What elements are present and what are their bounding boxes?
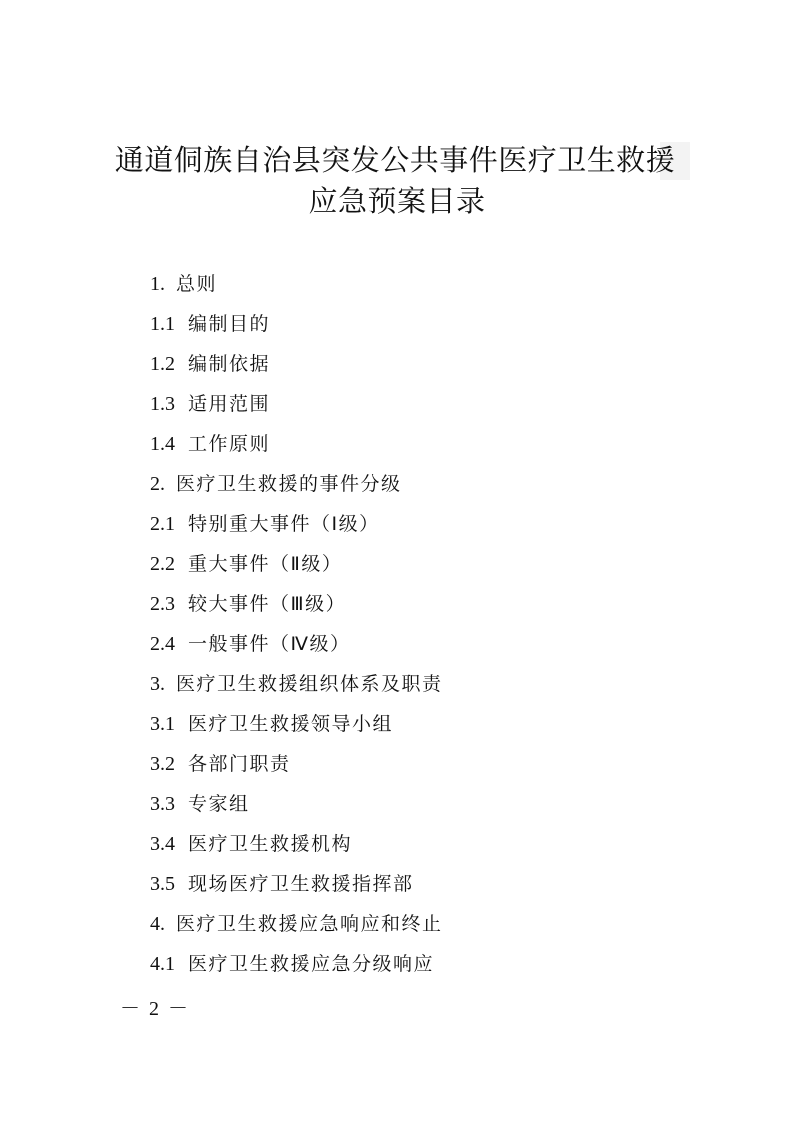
toc-entry [150,550,342,578]
page-number: － 2 － [120,998,190,1020]
toc-entry-number: 2.2 [150,553,175,575]
toc-entry-title: 编制目的 [188,313,271,335]
toc-entry-number: 2.1 [150,513,175,535]
toc-entry-title: 医疗卫生救援应急分级响应 [188,953,435,975]
toc-entry-number: 1.4 [150,433,175,455]
toc-entry-title: 医疗卫生救援机构 [188,833,353,855]
toc-entry-number: 3.4 [150,833,175,855]
toc-entry [150,590,346,618]
toc-entry-number: 1.3 [150,393,175,415]
toc-entry-number: 2.4 [150,633,175,655]
toc-entry-title: 医疗卫生救援组织体系及职责 [176,673,443,695]
document-title-line-1: 通道侗族自治县突发公共事件医疗卫生救援 [114,143,676,177]
toc-entry-number: 4.1 [150,953,175,975]
toc-entry [150,830,352,858]
toc-entry-number: 1.2 [150,353,175,375]
toc-entry-title: 专家组 [188,793,250,815]
document-title-line-2: 应急预案目录 [308,184,486,218]
toc-entry [150,510,380,538]
toc-entry-title: 总则 [176,273,218,295]
toc-entry-title: 编制依据 [188,353,271,375]
toc-entry-title: 现场医疗卫生救援指挥部 [188,873,414,895]
toc-entry-number: 3.5 [150,873,175,895]
toc-entry-number: 4. [150,913,165,935]
toc-entry-title: 工作原则 [188,433,271,455]
toc-entry-number: 3.1 [150,713,175,735]
toc-entry-title: 较大事件（Ⅲ级） [188,593,347,615]
toc-entry-title: 医疗卫生救援的事件分级 [176,473,402,495]
toc-entry [150,630,351,658]
toc-entry-number: 3.2 [150,753,175,775]
toc-entry-title: 重大事件（Ⅱ级） [188,553,343,575]
toc-entry-number: 3. [150,673,165,695]
toc-entry-number: 1.1 [150,313,175,335]
toc-entry-title: 各部门职责 [188,753,291,775]
toc-entry [150,950,434,978]
toc-entry [150,390,270,418]
toc-entry [150,710,393,738]
toc-entry [150,270,217,298]
toc-entry [150,670,443,698]
toc-entry-number: 3.3 [150,793,175,815]
toc-entry-title: 特别重大事件（Ⅰ级） [188,513,380,535]
toc-entry [150,430,270,458]
toc-entry-number: 2. [150,473,165,495]
toc-entry-number: 2.3 [150,593,175,615]
toc-entry-title: 适用范围 [188,393,271,415]
toc-entry-number: 1. [150,273,165,295]
toc-entry [150,910,443,938]
toc-entry [150,310,270,338]
toc-entry [150,790,250,818]
toc-entry [150,870,414,898]
toc-entry-title: 医疗卫生救援应急响应和终止 [176,913,443,935]
toc-entry [150,350,270,378]
toc-entry-title: 医疗卫生救援领导小组 [188,713,394,735]
toc-entry-title: 一般事件（Ⅳ级） [188,633,351,655]
toc-entry [150,750,291,778]
toc-entry [150,470,402,498]
